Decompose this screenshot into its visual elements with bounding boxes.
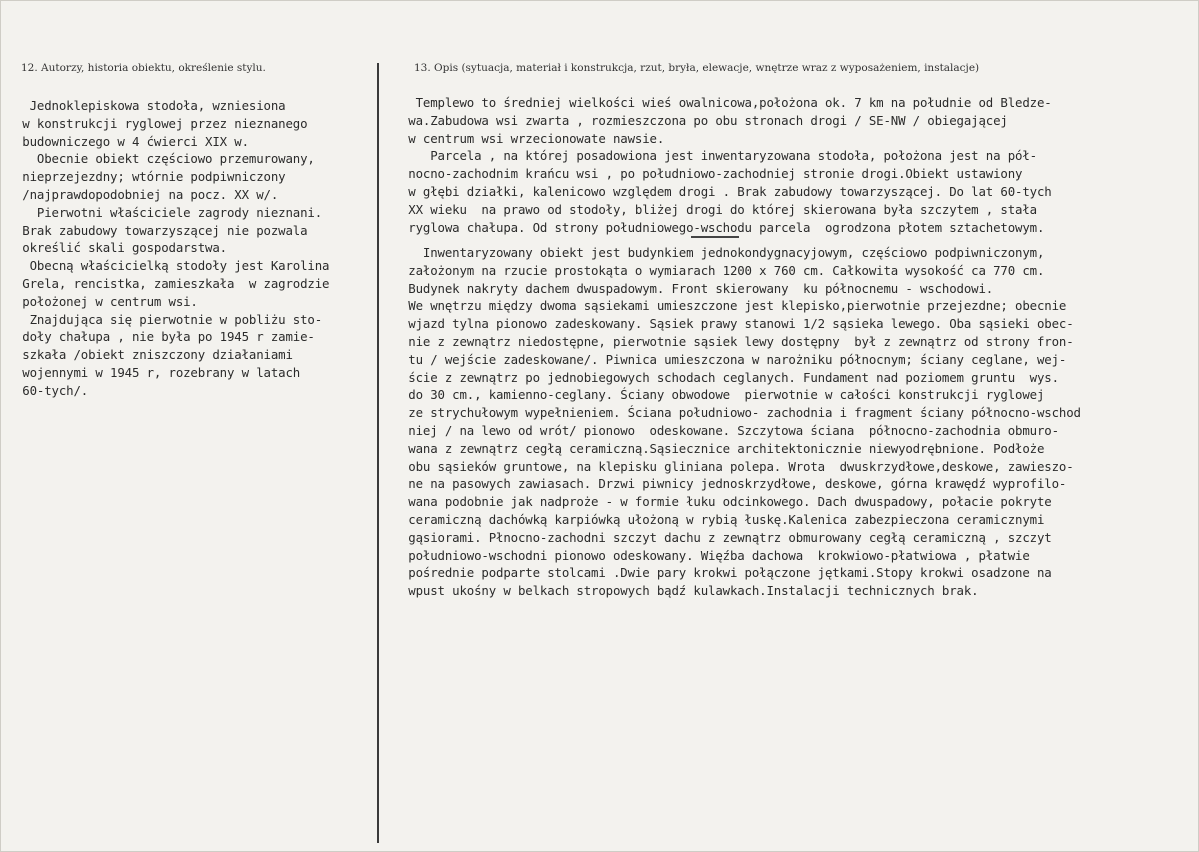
history-text: Jednoklepiskowa stodoła, wzniesiona w konstrukcji ryglowej przez nieznanego budowniczego w 4 ćwierci XIX w. Obecnie obiekt częściowo przemurowany, nieprzejezdny; wtórnie podpiwniczony /najprawdopodobniej na pocz. XX w/. Pierwotni właściciele zagrody nieznani. Brak zabudowy towarzyszącej nie pozwala określić skali gospodarstwa. Obecną właścicielką stodoły jest Karolina Grela, rencistka, zamieszkała w zagrodzie położonej w centrum wsi. Znajdująca się pierwotnie w pobliżu sto- doły chałupa , nie była po 1945 r zamie- szkała /obiekt zniszczony działaniami wojennymi w 1945 r, rozebrany w latach 60-tych/. xyxy=(22,98,330,398)
description-text: Inwentaryzowany obiekt jest budynkiem jednokondygnacyjowym, częściowo podpiwniczonym, założonym na rzucie prostokąta o wymiarach 1200 x 760 cm. Całkowita wysokość ca 770 cm. Budynek nakryty dachem dwuspadowym. Front skierowany ku północnemu - wschodowi. We wnętrzu między dwoma sąsiekami umieszczone jest klepisko,pierwotnie przejezdne; obecnie wjazd tylna pionowo zadeskowany. Sąsiek prawy stanowi 1/2 sąsieka lewego. Oba sąsieki obec- nie z zewnątrz niedostępne, pierwotnie sąsiek lewy dostępny był z zewnątrz od strony fron- tu / wejście zadeskowane/. Piwnica umieszczona w narożniku północnym; ściany ceglane, wej- ście z zewnątrz po jednobiegowych schodach ceglanych. Fundament nad poziomem gruntu wys. do 30 cm., kamienno-ceglany. Ściany obwodowe pierwotnie w całości konstrukcji ryglowej ze strychułowym wypełnieniem. Ściana południowo- zachodnia i fragment ściany północno-wschod niej / na lewo od wrót/ pionowo odeskowane. Szczytowa ściana północno-zachodnia obmuro- wana z zewnątrz cegłą ceramiczną.Sąsiecznice architektonicznie niewyodrębnione. Podłoże obu sąsieków gruntowe, na klepisku gliniana polepa. Wrota dwuskrzydłowe,deskowe, zawieszo- ne na pasowych zawiasach. Drzwi piwnicy jednoskrzydłowe, deskowe, górna krawędź wyprofilo- wana podobnie jak nadproże - w formie łuku odcinkowego. Dach dwuspadowy, połacie pokryte ceramiczną dachówką karpiówką ułożoną w rybią łuskę.Kalenica zabezpieczona ceramicznymi gąsiorami. Płnocno-zachodni szczyt dachu z zewnątrz obmurowany cegłą ceramiczną , szczyt południowo-wschodni pionowo odeskowany. Więźba dachowa krokwiowo-płatwiowa , płatwie pośrednie podparte stolcami .Dwie pary krokwi połączone jętkami.Stopy krokwi osadzone na wpust ukośny w belkach stropowych bądź kulawkach.Instalacji technicznych brak. xyxy=(408,245,1081,599)
separator-dash xyxy=(691,236,739,238)
situation-text: Templewo to średniej wielkości wieś owalnicowa,położona ok. 7 km na południe od Bledze- wa.Zabudowa wsi zwarta , rozmieszczona po obu stronach drogi / SE-NW / obiegającej w centrum wsi wrzecionowate nawsie. Parcela , na której posadowiona jest inwentaryzowana stodoła, położona jest na pół- nocno-zachodnim krańcu wsi , po południowo-zachodniej stronie drogi.Obiekt ustawiony w głębi działki, kalenicowo względem drogi . Brak zabudowy towarzyszącej. Do lat 60-tych XX wieku na prawo od stodoły, bliżej drogi do której skierowana była szczytem , stała ryglowa chałupa. Od strony południowego-wschodu parcela ogrodzona płotem sztachetowym. xyxy=(408,95,1052,235)
section-12-heading: 12. Autorzy, historia obiektu, określenie stylu. xyxy=(21,62,266,74)
section-13-heading: 13. Opis (sytuacja, materiał i konstrukcja, rzut, bryła, elewacje, wnętrze wraz z wyposażeniem, instalacje) xyxy=(414,62,980,74)
column-divider xyxy=(377,63,379,843)
